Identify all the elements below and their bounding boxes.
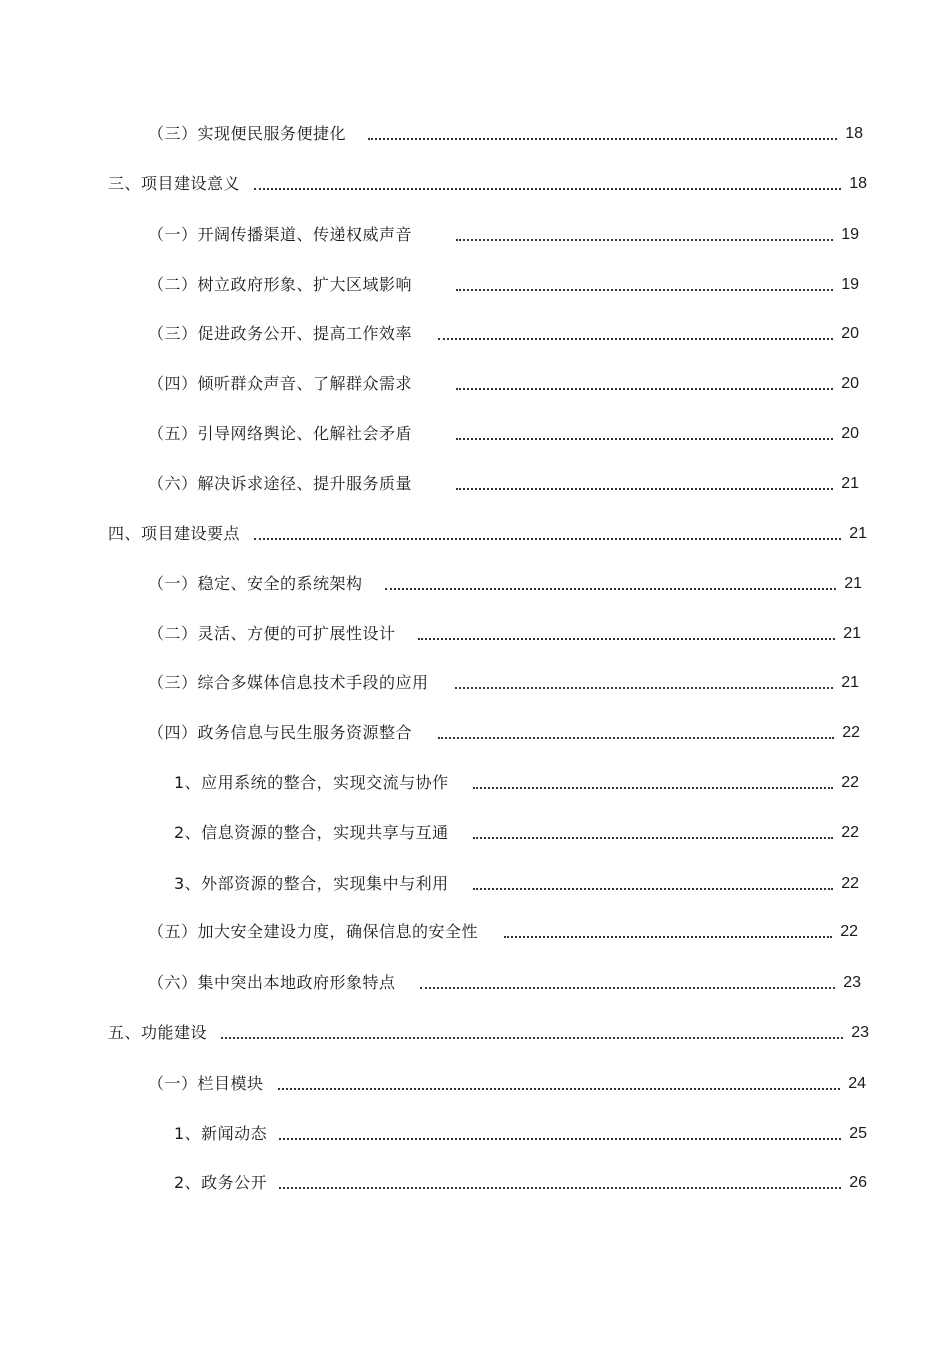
toc-entry-title: 三、项目建设意义 bbox=[108, 174, 241, 193]
toc-entry[interactable] bbox=[174, 1169, 867, 1193]
toc-entry-page: 19 bbox=[841, 276, 859, 293]
toc-entry[interactable] bbox=[148, 370, 859, 394]
toc-leader-dots bbox=[438, 737, 834, 739]
toc-entry-title: 1、应用系统的整合，实现交流与协作 bbox=[174, 773, 449, 792]
toc-entry-page: 21 bbox=[841, 475, 859, 492]
toc-entry-page: 25 bbox=[849, 1125, 867, 1142]
toc-leader-dots bbox=[456, 239, 833, 241]
toc-leader-dots bbox=[473, 837, 834, 839]
toc-entry-page: 21 bbox=[849, 525, 867, 542]
toc-entry[interactable] bbox=[148, 120, 863, 144]
toc-entry-title: （五）加大安全建设力度，确保信息的安全性 bbox=[148, 922, 479, 941]
toc-entry-title: （五）引导网络舆论、化解社会矛盾 bbox=[148, 424, 413, 443]
toc-entry-page: 24 bbox=[848, 1075, 866, 1092]
toc-leader-dots bbox=[420, 987, 836, 989]
toc-entry-page: 22 bbox=[842, 724, 860, 741]
toc-entry-title: （四）政务信息与民生服务资源整合 bbox=[148, 723, 413, 742]
toc-entry-page: 21 bbox=[844, 575, 862, 592]
toc-entry-page: 19 bbox=[841, 226, 859, 243]
toc-leader-dots bbox=[504, 936, 832, 938]
toc-entry-page: 22 bbox=[840, 923, 858, 940]
toc-entry-page: 18 bbox=[845, 125, 863, 142]
toc-entry-title: （三）综合多媒体信息技术手段的应用 bbox=[148, 673, 429, 692]
toc-entry[interactable] bbox=[174, 769, 859, 793]
toc-entry[interactable] bbox=[148, 271, 859, 295]
toc-entry-page: 22 bbox=[841, 774, 859, 791]
toc-leader-dots bbox=[438, 338, 833, 340]
toc-entry-page: 22 bbox=[841, 875, 859, 892]
toc-leader-dots bbox=[254, 188, 841, 190]
toc-entry-page: 21 bbox=[843, 625, 861, 642]
toc-leader-dots bbox=[221, 1037, 843, 1039]
toc-entry[interactable] bbox=[108, 170, 867, 194]
toc-entry[interactable] bbox=[148, 570, 862, 594]
toc-entry[interactable] bbox=[148, 969, 861, 993]
toc-entry-title: （三）促进政务公开、提高工作效率 bbox=[148, 324, 413, 343]
toc-leader-dots bbox=[456, 289, 833, 291]
toc-leader-dots bbox=[455, 687, 834, 689]
toc-leader-dots bbox=[473, 787, 834, 789]
toc-entry-page: 22 bbox=[841, 824, 859, 841]
toc-entry-title: 3、外部资源的整合，实现集中与利用 bbox=[174, 874, 449, 893]
toc-entry-title: （六）解决诉求途径、提升服务质量 bbox=[148, 474, 413, 493]
toc-entry-page: 20 bbox=[841, 425, 859, 442]
toc-entry-page: 26 bbox=[849, 1174, 867, 1191]
toc-entry-title: （二）树立政府形象、扩大区域影响 bbox=[148, 275, 413, 294]
toc-entry[interactable] bbox=[108, 1019, 869, 1043]
toc-entry-title: （四）倾听群众声音、了解群众需求 bbox=[148, 374, 413, 393]
toc-entry[interactable] bbox=[148, 320, 859, 344]
toc-entry-page: 23 bbox=[843, 974, 861, 991]
toc-entry[interactable] bbox=[148, 470, 859, 494]
toc-entry[interactable] bbox=[148, 1070, 866, 1094]
toc-entry[interactable] bbox=[148, 620, 861, 644]
toc-entry-title: （一）稳定、安全的系统架构 bbox=[148, 574, 363, 593]
toc-entry-title: 1、新闻动态 bbox=[174, 1124, 268, 1143]
toc-entry[interactable] bbox=[148, 420, 859, 444]
toc-entry-title: 2、政务公开 bbox=[174, 1173, 268, 1192]
toc-entry[interactable] bbox=[108, 520, 867, 544]
toc-leader-dots bbox=[456, 388, 833, 390]
toc-leader-dots bbox=[279, 1138, 841, 1140]
toc-leader-dots bbox=[473, 888, 834, 890]
toc-entry-page: 18 bbox=[849, 175, 867, 192]
toc-entry-title: 五、功能建设 bbox=[108, 1023, 208, 1042]
toc-entry[interactable] bbox=[148, 221, 859, 245]
toc-leader-dots bbox=[278, 1088, 841, 1090]
toc-entry-title: 2、信息资源的整合，实现共享与互通 bbox=[174, 823, 449, 842]
toc-entry[interactable] bbox=[148, 669, 859, 693]
toc-entry-page: 20 bbox=[841, 375, 859, 392]
toc-entry[interactable] bbox=[174, 870, 859, 894]
toc-entry-page: 21 bbox=[841, 674, 859, 691]
toc-leader-dots bbox=[279, 1187, 841, 1189]
toc-entry[interactable] bbox=[148, 719, 860, 743]
toc-leader-dots bbox=[456, 438, 833, 440]
toc-entry-page: 20 bbox=[841, 325, 859, 342]
toc-entry-page: 23 bbox=[851, 1024, 869, 1041]
toc-entry-title: （二）灵活、方便的可扩展性设计 bbox=[148, 624, 396, 643]
toc-entry-title: 四、项目建设要点 bbox=[108, 524, 241, 543]
toc-entry-title: （一）栏目模块 bbox=[148, 1074, 264, 1093]
toc-entry-title: （一）开阔传播渠道、传递权威声音 bbox=[148, 225, 413, 244]
toc-leader-dots bbox=[418, 638, 836, 640]
toc-entry[interactable] bbox=[174, 1120, 867, 1144]
toc-leader-dots bbox=[254, 538, 841, 540]
toc-leader-dots bbox=[368, 138, 837, 140]
toc-entry[interactable] bbox=[174, 819, 859, 843]
toc-entry[interactable] bbox=[148, 918, 858, 942]
toc-entry-title: （三）实现便民服务便捷化 bbox=[148, 124, 347, 143]
toc-entry-title: （六）集中突出本地政府形象特点 bbox=[148, 973, 396, 992]
toc-leader-dots bbox=[456, 488, 833, 490]
toc-leader-dots bbox=[385, 588, 837, 590]
